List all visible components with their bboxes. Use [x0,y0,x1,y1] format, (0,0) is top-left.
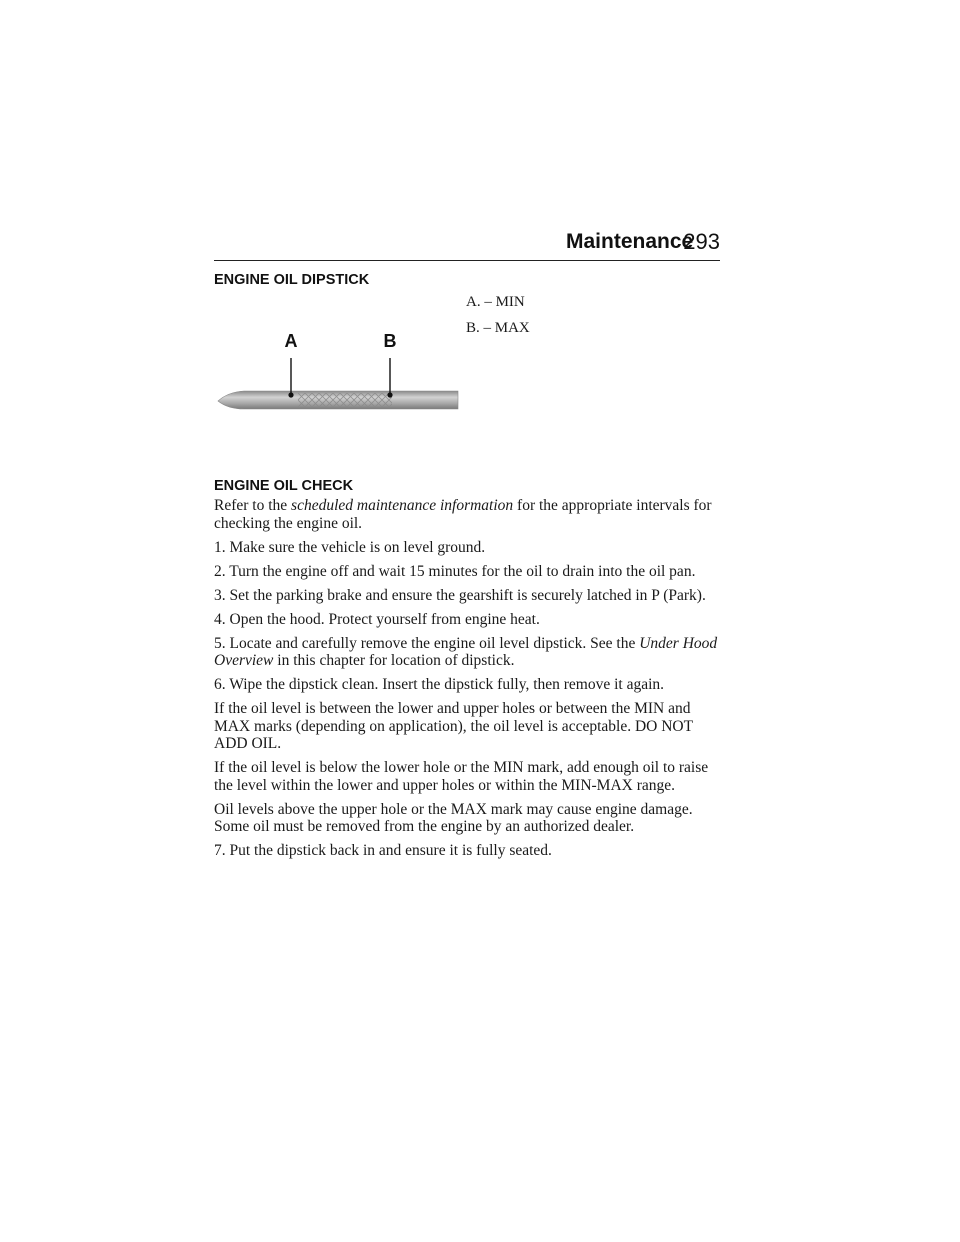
step-1: 1. Make sure the vehicle is on level ground. [214,538,486,556]
dipstick-heading: ENGINE OIL DIPSTICK [214,272,370,288]
figure-label-a: A [284,331,298,351]
figure-label-b: B [383,331,397,351]
step-2: 2. Turn the engine off and wait 15 minutes for the oil to drain into the oil pan. [214,562,696,580]
crosshatch-range [298,393,392,407]
oil-level-high-paragraph: Oil levels above the upper hole or the MAX mark may cause engine damage. Some oil must be removed from the engine by an authorized dealer. [214,800,693,835]
step-5: 5. Locate and carefully remove the engine oil level dipstick. See the Under Hood Overview in this chapter for location of dipstick. [214,634,718,669]
step-7: 7. Put the dipstick back in and ensure it is fully seated. [214,842,552,859]
intro-paragraph: Refer to the scheduled maintenance information for the appropriate intervals for checking the engine oil. [214,497,712,532]
step-4: 4. Open the hood. Protect yourself from engine heat. [214,610,540,628]
under-hood-overview-reference: Under Hood Overview [214,634,718,669]
oil-check-body [214,497,724,866]
oil-level-ok-paragraph: If the oil level is between the lower and upper holes or between the MIN and MAX marks (depending on application), the oil level is acceptable. DO NOT ADD OIL. [214,700,693,752]
step-3: 3. Set the parking brake and ensure the gearshift is securely latched in P (Park). [214,586,706,604]
marker-dot-b [387,392,392,397]
step-6: 6. Wipe the dipstick clean. Insert the dipstick fully, then remove it again. [214,676,665,693]
page-header [214,228,720,261]
section-title: Maintenance [566,230,694,253]
oil-check-heading: ENGINE OIL CHECK [214,478,354,494]
scheduled-maintenance-reference: scheduled maintenance information [291,497,514,514]
page-number: 293 [683,229,720,254]
legend-item-max: B. – MAX [466,320,530,336]
oil-level-low-paragraph: If the oil level is below the lower hole or the MIN mark, add enough oil to raise the level within the lower and upper holes or within the MIN-MAX range. [214,759,709,794]
marker-dot-a [288,392,293,397]
dipstick-illustration [214,330,460,414]
legend-item-min: A. – MIN [466,294,525,310]
